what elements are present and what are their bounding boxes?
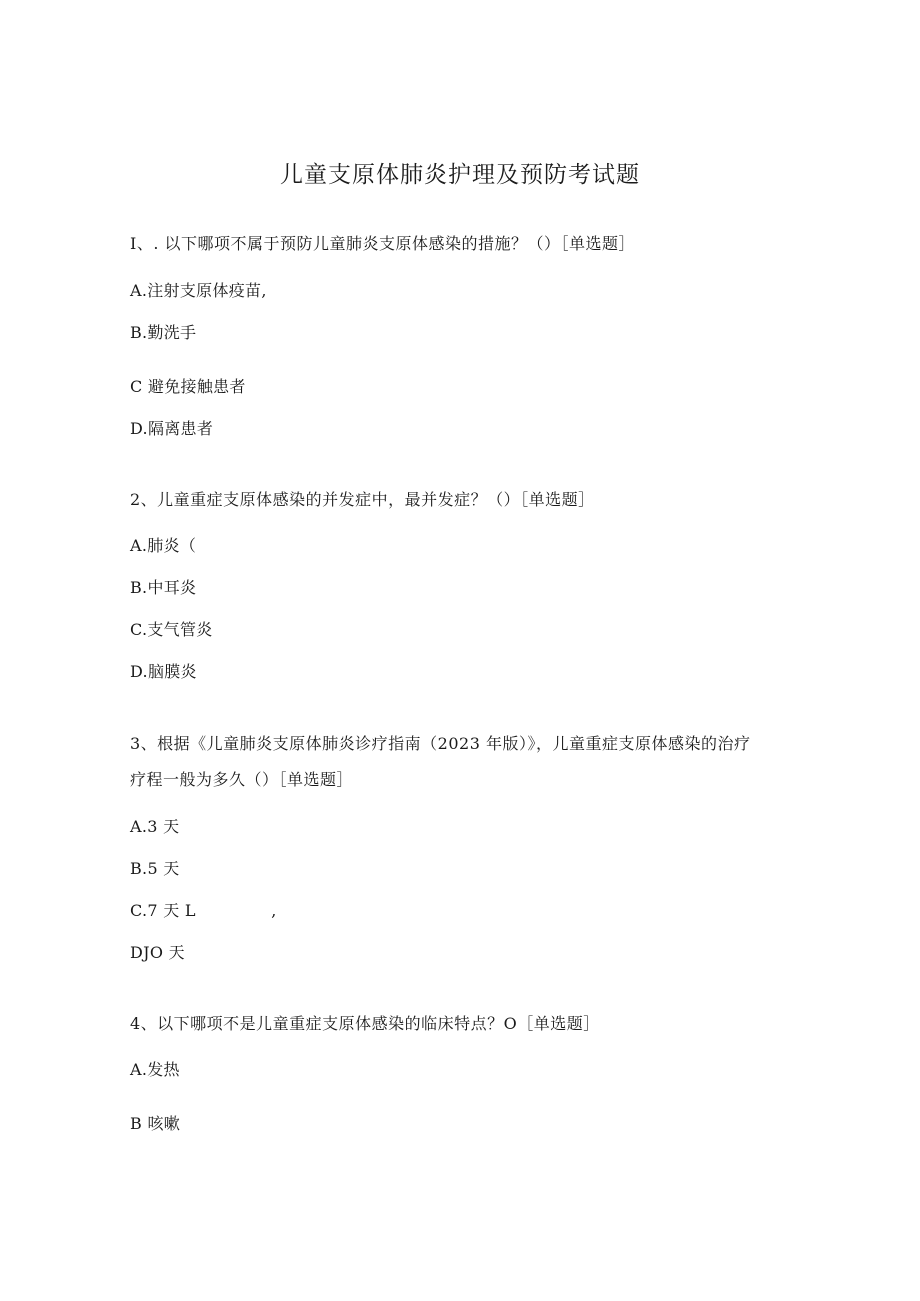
question-1-stem: I、. 以下哪项不属于预防儿童肺炎支原体感染的措施？（）［单选题］	[130, 234, 635, 253]
question-2-option-a: A.肺炎（	[130, 536, 197, 555]
question-3-stem-line-1: 3、根据《儿童肺炎支原体肺炎诊疗指南（2023 年版）》，儿童重症支原体感染的治疗	[130, 734, 751, 753]
question-3-option-b: B.5 天	[130, 859, 180, 878]
question-1-option-b: B.勤洗手	[130, 323, 197, 342]
question-2-stem: 2、儿童重症支原体感染的并发症中，最并发症？（）［单选题］	[130, 490, 595, 509]
document-title: 儿童支原体肺炎护理及预防考试题	[280, 162, 640, 188]
question-3-stem-line-2: 疗程一般为多久（）［单选题］	[130, 770, 354, 789]
question-1-option-d: D.隔离患者	[130, 419, 214, 438]
question-4-stem: 4、以下哪项不是儿童重症支原体感染的临床特点？O［单选题］	[130, 1014, 600, 1033]
question-3-option-d: DJO 天	[130, 943, 185, 962]
question-2-option-b: B.中耳炎	[130, 578, 197, 597]
question-1-option-a: A.注射支原体疫苗,	[130, 281, 267, 300]
question-4-option-a: A.发热	[130, 1060, 180, 1079]
question-2-option-d: D.脑膜炎	[130, 662, 197, 681]
question-4-option-b: B 咳嗽	[130, 1114, 181, 1133]
question-3-option-a: A.3 天	[130, 817, 180, 836]
question-1-option-c: C 避免接触患者	[130, 377, 246, 396]
question-3-option-c: C.7 天 L ,	[130, 901, 277, 920]
question-2-option-c: C.支气管炎	[130, 620, 213, 639]
